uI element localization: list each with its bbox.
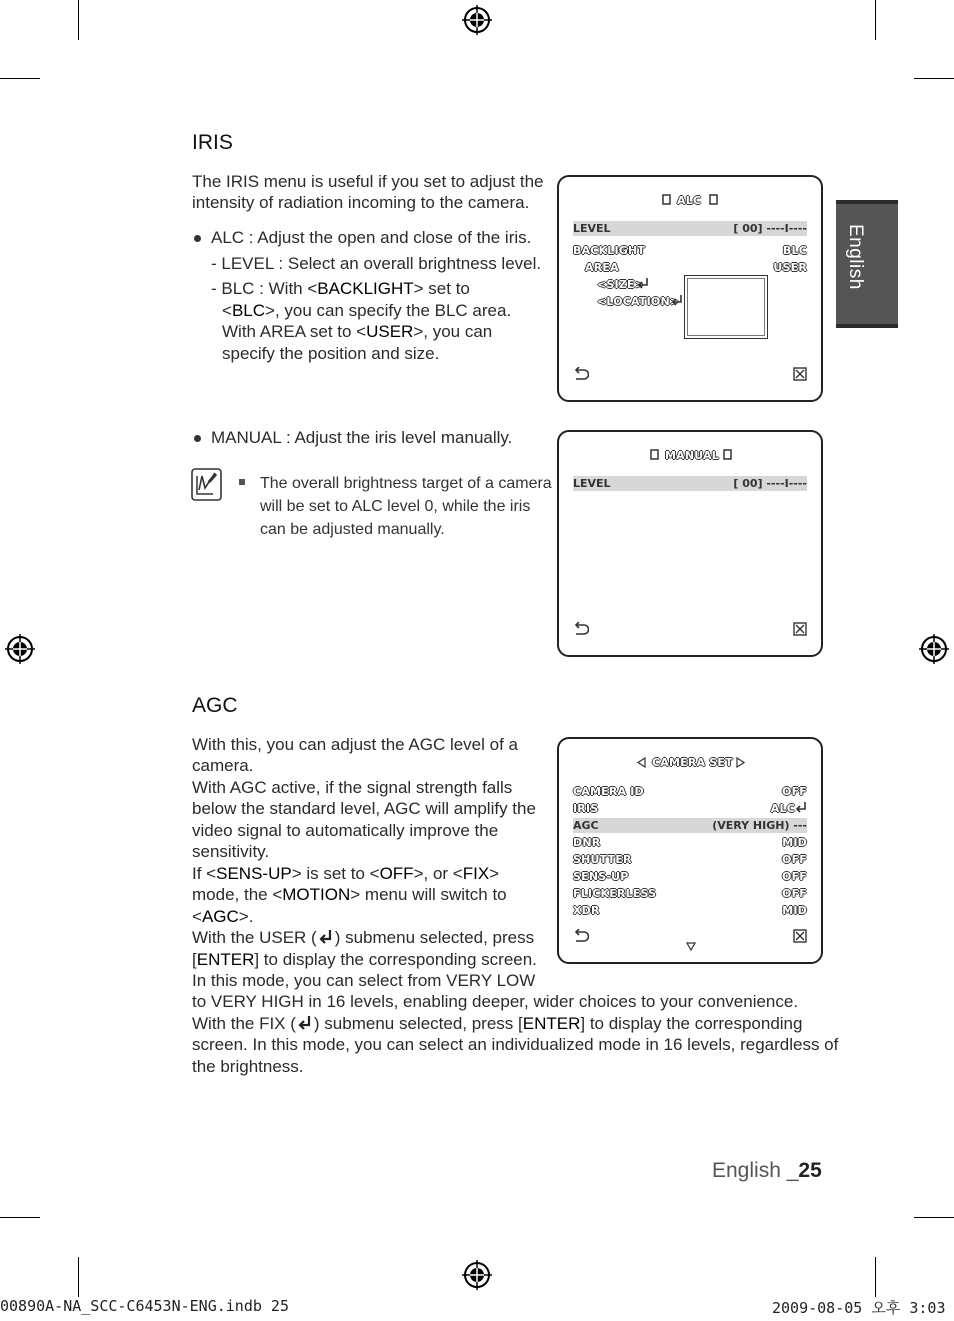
osd-row-value: OFF <box>782 853 807 866</box>
agc-line: With AGC active, if the signal strength falls <box>192 778 513 797</box>
agc-line: mode, the <MOTION> menu will switch to <box>192 885 507 904</box>
blc-line: - BLC : With <BACKLIGHT> set to <box>211 279 470 298</box>
iris-intro-line: The IRIS menu is useful if you set to adjust the <box>192 172 544 191</box>
return-icon[interactable] <box>573 622 589 637</box>
osd-row-value: OFF <box>782 785 807 798</box>
return-icon[interactable] <box>573 367 589 382</box>
osd-row-value: ALC <box>770 802 795 815</box>
agc-line: <AGC>. <box>192 907 254 926</box>
crop-mark <box>914 1217 954 1218</box>
crop-mark <box>0 78 40 79</box>
registration-mark-icon <box>5 634 35 664</box>
enter-arrow-icon <box>671 294 683 306</box>
agc-line: With the USER ( ) submenu selected, press <box>192 928 535 947</box>
osd-area-label: AREA <box>585 261 619 274</box>
osd-row-value: MID <box>782 836 807 849</box>
footer-filename: 00890A-NA_SCC-C6453N-ENG.indb 25 <box>0 1297 289 1315</box>
agc-line: below the standard level, AGC will amplify the <box>192 799 536 818</box>
agc-line: sensitivity. <box>192 842 270 861</box>
agc-line: With this, you can adjust the AGC level of a <box>192 735 518 754</box>
crop-mark <box>78 1257 79 1297</box>
language-side-tab <box>836 200 898 328</box>
manual-bullet-text: MANUAL : Adjust the iris level manually. <box>211 428 513 447</box>
close-icon[interactable] <box>793 929 807 943</box>
osd-row-label: IRIS <box>573 802 599 815</box>
osd-size-label: <SIZE> <box>597 278 645 291</box>
page-number-label: English _ <box>712 1159 799 1182</box>
crop-mark <box>914 78 954 79</box>
enter-arrow-icon <box>637 277 649 289</box>
note-line: can be adjusted manually. <box>260 521 445 538</box>
osd-row-label: SENS-UP <box>573 870 629 883</box>
osd-row-label: SHUTTER <box>573 853 632 866</box>
blc-line: With AREA set to <USER>, you can <box>222 322 493 341</box>
osd-row-label: FLICKERLESS <box>573 887 657 900</box>
menu-bracket-icon <box>650 449 659 460</box>
page-number-value: 25 <box>798 1159 822 1182</box>
agc-line: If <SENS-UP> is set to <OFF>, or <FIX> <box>192 864 500 883</box>
close-icon[interactable] <box>793 367 807 381</box>
osd-area-value: USER <box>773 261 807 274</box>
user-submenu-icon <box>317 929 335 945</box>
osd-row-label: CAMERA ID <box>573 785 644 798</box>
agc-line: [ENTER] to display the corresponding screen. <box>192 950 537 969</box>
osd-row-label: AGC <box>573 819 599 832</box>
bullet-dot <box>194 435 201 442</box>
registration-mark-icon <box>919 634 949 664</box>
registration-mark-icon <box>462 5 492 35</box>
osd-row-value: OFF <box>782 887 807 900</box>
osd-row-value: MID <box>782 904 807 917</box>
agc-line: video signal to automatically improve the <box>192 821 499 840</box>
alc-bullet-text: ALC : Adjust the open and close of the iris. <box>211 228 532 247</box>
crop-mark <box>78 0 79 40</box>
osd-camera-set-title: CAMERA SET <box>652 756 733 769</box>
osd-row-label: DNR <box>573 836 601 849</box>
agc-line: to VERY HIGH in 16 levels, enabling deeper, wider choices to your convenience. <box>192 992 799 1011</box>
crop-mark <box>875 1257 876 1297</box>
triangle-right-icon <box>736 757 745 768</box>
crop-mark <box>875 0 876 40</box>
blc-line: <BLC>, you can specify the BLC area. <box>222 301 512 320</box>
agc-line: With the FIX ( ) submenu selected, press [ENTER] to display the corresponding <box>192 1014 803 1033</box>
menu-bracket-icon <box>662 194 671 205</box>
footer-timestamp: 2009-08-05 오후 3:03 <box>772 1299 946 1317</box>
osd-level-value: [ 00] ----I---- <box>733 222 807 235</box>
osd-backlight-value: BLC <box>782 244 807 257</box>
bullet-dot <box>194 235 201 242</box>
page-number <box>712 1159 822 1183</box>
osd-level-value: [ 00] ----I---- <box>733 477 807 490</box>
agc-heading: AGC <box>192 694 238 717</box>
registration-mark-icon <box>462 1260 492 1290</box>
blc-area-preview-box <box>684 275 768 339</box>
note-pencil-icon <box>191 468 222 501</box>
osd-camera-set-menu <box>557 737 823 964</box>
fix-submenu-icon <box>296 1015 314 1031</box>
osd-backlight-label: BACKLIGHT <box>573 244 646 257</box>
agc-line: In this mode, you can select from VERY LOW <box>192 971 536 990</box>
osd-manual-title: MANUAL <box>665 449 719 462</box>
iris-intro-line: intensity of radiation incoming to the camera. <box>192 193 530 212</box>
blc-line: specify the position and size. <box>222 344 440 363</box>
menu-bracket-icon <box>723 449 732 460</box>
level-line: - LEVEL : Select an overall brightness level. <box>211 254 542 273</box>
enter-arrow-icon <box>795 801 807 813</box>
close-icon[interactable] <box>793 622 807 636</box>
triangle-left-icon <box>637 757 646 768</box>
return-icon[interactable] <box>573 929 589 944</box>
note-line: will be set to ALC level 0, while the iris <box>260 498 531 515</box>
osd-row-label: XDR <box>573 904 600 917</box>
osd-manual-menu <box>557 430 823 657</box>
language-side-tab-label: English <box>845 224 866 290</box>
osd-alc-menu <box>557 175 823 402</box>
iris-heading: IRIS <box>192 131 233 154</box>
osd-row-value: (VERY HIGH) --- <box>712 819 807 832</box>
osd-row-value: OFF <box>782 870 807 883</box>
osd-level-label: LEVEL <box>573 477 611 490</box>
triangle-down-icon <box>686 942 696 951</box>
osd-alc-title: ALC <box>677 194 702 207</box>
note-line: The overall brightness target of a camera <box>260 475 552 492</box>
menu-bracket-icon <box>709 194 718 205</box>
crop-mark <box>0 1217 40 1218</box>
osd-location-label: <LOCATION> <box>597 295 680 308</box>
osd-level-label: LEVEL <box>573 222 611 235</box>
agc-line: the brightness. <box>192 1057 304 1076</box>
note-bullet-square <box>239 479 245 485</box>
agc-line: screen. In this mode, you can select an individualized mode in 16 levels, regardless of <box>192 1035 839 1054</box>
agc-line: camera. <box>192 756 254 775</box>
